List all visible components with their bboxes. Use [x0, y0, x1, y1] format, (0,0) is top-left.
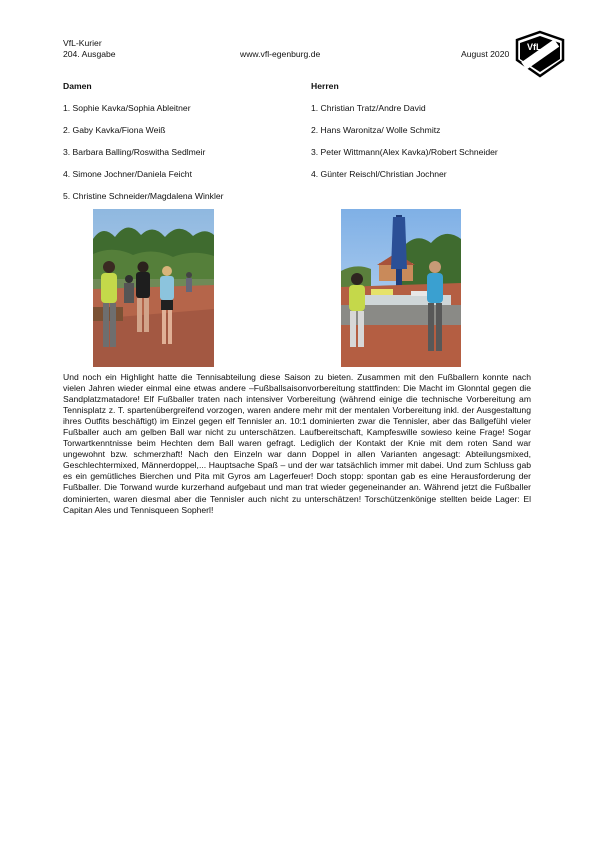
publication-name: VfL-Kurier — [63, 38, 102, 48]
herren-entry: 3. Peter Wittmann(Alex Kavka)/Robert Schneider — [311, 147, 498, 157]
damen-results — [63, 81, 224, 213]
article-text: Und noch ein Highlight hatte die Tennisabteilung diese Saison zu bieten. Zusammen mit den Fußballern konnte nach vielen Jahren wieder einmal eine etwas andere –Fußballsaisonvorbereitung stattfinden: Die Macht im Glonntal gegen die Sandplatzmatadore! Elf Fußballer traten nach intensiver Vorbereitung (während einige die technische Vorbereitung am Tennisplatz z. T. spartenübergreifend vorzogen, waren andere mehr mit der mentalen Vorbereitung inkl. der Ausgestaltung ihres Outfits beschäftigt) im Einzel gegen elf Tennisler an. 10:1 dominierten zwar die Tennisler, aber das Ballgefühl vieler Fußballer auch am gelben Ball war nicht zu unterschätzen. Laufbereitschaft, Kampfeswille sowieso keine Frage! Sogar Torwartkenntnisse beim Hechten dem Ball waren gefragt. Lediglich der Kontakt der Knie mit dem roten Sand war ungewohnt bzw. schmerzhaft! Nach den Einzeln war dann Doppel in allen Varianten angesagt: Abteilungsmixed, Geschlechtermixed, Männerdoppel,... Hauptsache Spaß – und der war tatsächlich immer mit dabei. Und zum Schluss gab es ein gemütliches Bierchen und Pita mit Gyros am Lagerfeuer! Doch stopp: spontan gab es eine Herausforderung der Fußballer. Die Torwand wurde kurzerhand aufgebaut und man trat wieder gegeneinander an. Während jetzt die Fußballer dominierten, waren diesmal aber die Tennisler auch nicht zu unterschätzen! Torschützenkönige stellten beide Lager: El Capitan Ales und Tennisqueen Sopherl! — [63, 372, 531, 515]
damen-entry: 3. Barbara Balling/Roswitha Sedlmeir — [63, 147, 206, 157]
club-logo-icon — [515, 30, 565, 78]
damen-entry: 5. Christine Schneider/Magdalena Winkler — [63, 191, 224, 201]
issue-number: 204. Ausgabe — [63, 49, 116, 59]
issue-date: August 2020 — [461, 49, 510, 59]
website-link[interactable]: www.vfl-egenburg.de — [240, 49, 321, 59]
svg-text:VfL: VfL — [527, 42, 542, 52]
herren-entry: 2. Hans Waronitza/ Wolle Schmitz — [311, 125, 441, 135]
photo-tennis-table — [341, 209, 461, 367]
damen-entry: 2. Gaby Kavka/Fiona Weiß — [63, 125, 166, 135]
damen-entry: 1. Sophie Kavka/Sophia Ableitner — [63, 103, 191, 113]
damen-heading: Damen — [63, 81, 92, 91]
herren-heading: Herren — [311, 81, 339, 91]
header-left — [63, 38, 116, 60]
herren-entry: 1. Christian Tratz/Andre David — [311, 103, 426, 113]
damen-entry: 4. Simone Jochner/Daniela Feicht — [63, 169, 192, 179]
photo-tennis-group — [93, 209, 214, 367]
herren-entry: 4. Günter Reischl/Christian Jochner — [311, 169, 447, 179]
herren-results — [311, 81, 498, 191]
